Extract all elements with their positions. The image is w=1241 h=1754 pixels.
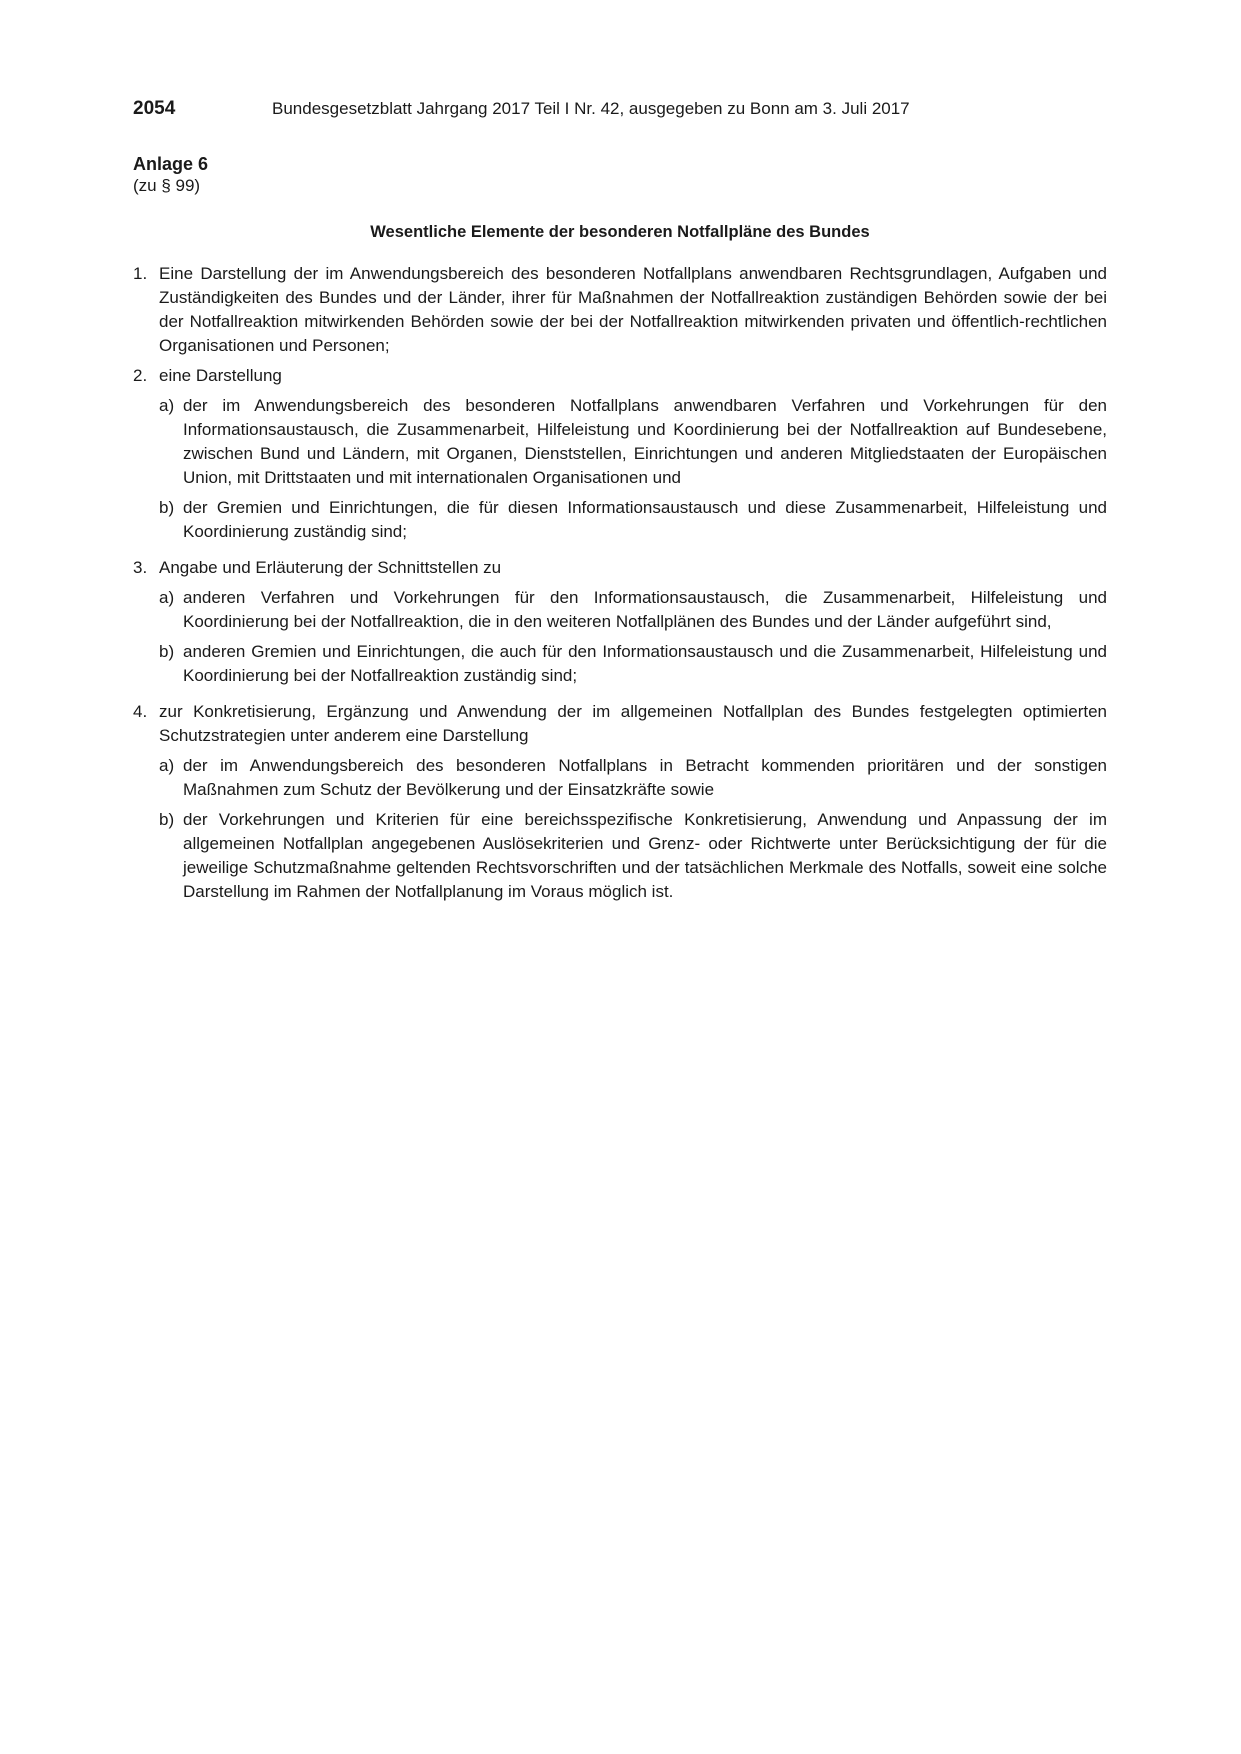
document-title: Wesentliche Elemente der besonderen Notfallpläne des Bundes [370, 223, 870, 241]
sub-item-letter: b) [159, 498, 175, 517]
sub-item-text: anderen Gremien und Einrichtungen, die auch für den Informationsaustausch und die Zusammenarbeit, Hilfeleistung und Koordinierung bei der Notfallreaktion zuständig sind; [183, 642, 1107, 685]
sub-item [159, 808, 1107, 904]
sub-item [159, 394, 1107, 490]
sub-item-letter: a) [159, 588, 175, 607]
list-item [133, 262, 1107, 358]
sub-item-text: der im Anwendungsbereich des besonderen Notfallplans in Betracht kommenden prioritären und der sonstigen Maßnahmen zum Schutz der Bevölkerung und der Einsatzkräfte sowie [183, 756, 1107, 799]
page-number: 2054 [133, 98, 176, 119]
annex-heading [133, 152, 208, 196]
sub-item-letter: b) [159, 810, 175, 829]
list-item [133, 556, 1107, 694]
item-number: 3. [133, 558, 148, 577]
sub-item-text: der Gremien und Einrichtungen, die für diesen Informationsaustausch und diese Zusammenarbeit, Hilfeleistung und Koordinierung zuständig sind; [183, 498, 1107, 541]
sub-item [159, 754, 1107, 802]
item-number: 2. [133, 366, 148, 385]
item-number: 4. [133, 702, 148, 721]
sub-item-text: der Vorkehrungen und Kriterien für eine bereichsspezifische Konkretisierung, Anwendung und Anpassung der im allgemeinen Notfallplan angegebenen Auslösekriterien und Grenz- oder Richtwerte unter Berücksichtigung der für die jeweilige Schutzmaßnahme geltenden Rechtsvorschriften und der tatsächlichen Merkmale des Notfalls, soweit eine solche Darstellung im Rahmen der Notfallplanung im Voraus möglich ist. [183, 810, 1107, 901]
item-text: zur Konkretisierung, Ergänzung und Anwendung der im allgemeinen Notfallplan des Bundes festgelegten optimierten Schutzstrategien unter anderem eine Darstellung [159, 702, 1107, 745]
sub-item-letter: b) [159, 642, 175, 661]
running-title: Bundesgesetzblatt Jahrgang 2017 Teil I Nr. 42, ausgegeben zu Bonn am 3. Juli 2017 [272, 99, 910, 118]
sub-item [159, 496, 1107, 544]
sub-item-text: anderen Verfahren und Vorkehrungen für den Informationsaustausch, die Zusammenarbeit, Hilfeleistung und Koordinierung bei der Notfallreaktion, die in den weiteren Notfallplänen des Bundes und der Länder aufgeführt sind, [183, 588, 1107, 631]
sub-item [159, 586, 1107, 634]
page-header [133, 98, 1113, 124]
annex-reference: (zu § 99) [133, 176, 201, 195]
sub-item [159, 640, 1107, 688]
item-list [133, 262, 1107, 916]
annex-title: Anlage 6 [133, 154, 209, 174]
item-text: Eine Darstellung der im Anwendungsbereich des besonderen Notfallplans anwendbaren Rechtsgrundlagen, Aufgaben und Zuständigkeiten des Bundes und der Länder, ihrer für Maßnahmen der Notfallreaktion zuständigen Behörden sowie der bei der Notfallreaktion mitwirkenden Behörden sowie der bei der Notfallreaktion mitwirkenden privaten und öffentlich-rechtlichen Organisationen und Personen; [159, 264, 1107, 355]
sub-item-letter: a) [159, 756, 175, 775]
sub-item-text: der im Anwendungsbereich des besonderen Notfallplans anwendbaren Verfahren und Vorkehrungen für den Informationsaustausch, die Zusammenarbeit, Hilfeleistung und Koordinierung bei der Notfallreaktion auf Bundesebene, zwischen Bund und Ländern, mit Organen, Dienststellen, Einrichtungen und anderen Mitgliedstaaten der Europäischen Union, mit Drittstaaten und mit internationalen Organisationen und [183, 396, 1107, 487]
item-number: 1. [133, 264, 148, 283]
item-text: Angabe und Erläuterung der Schnittstellen zu [159, 558, 502, 577]
list-item [133, 700, 1107, 910]
sub-item-letter: a) [159, 396, 175, 415]
list-item [133, 364, 1107, 550]
item-text: eine Darstellung [159, 366, 282, 385]
